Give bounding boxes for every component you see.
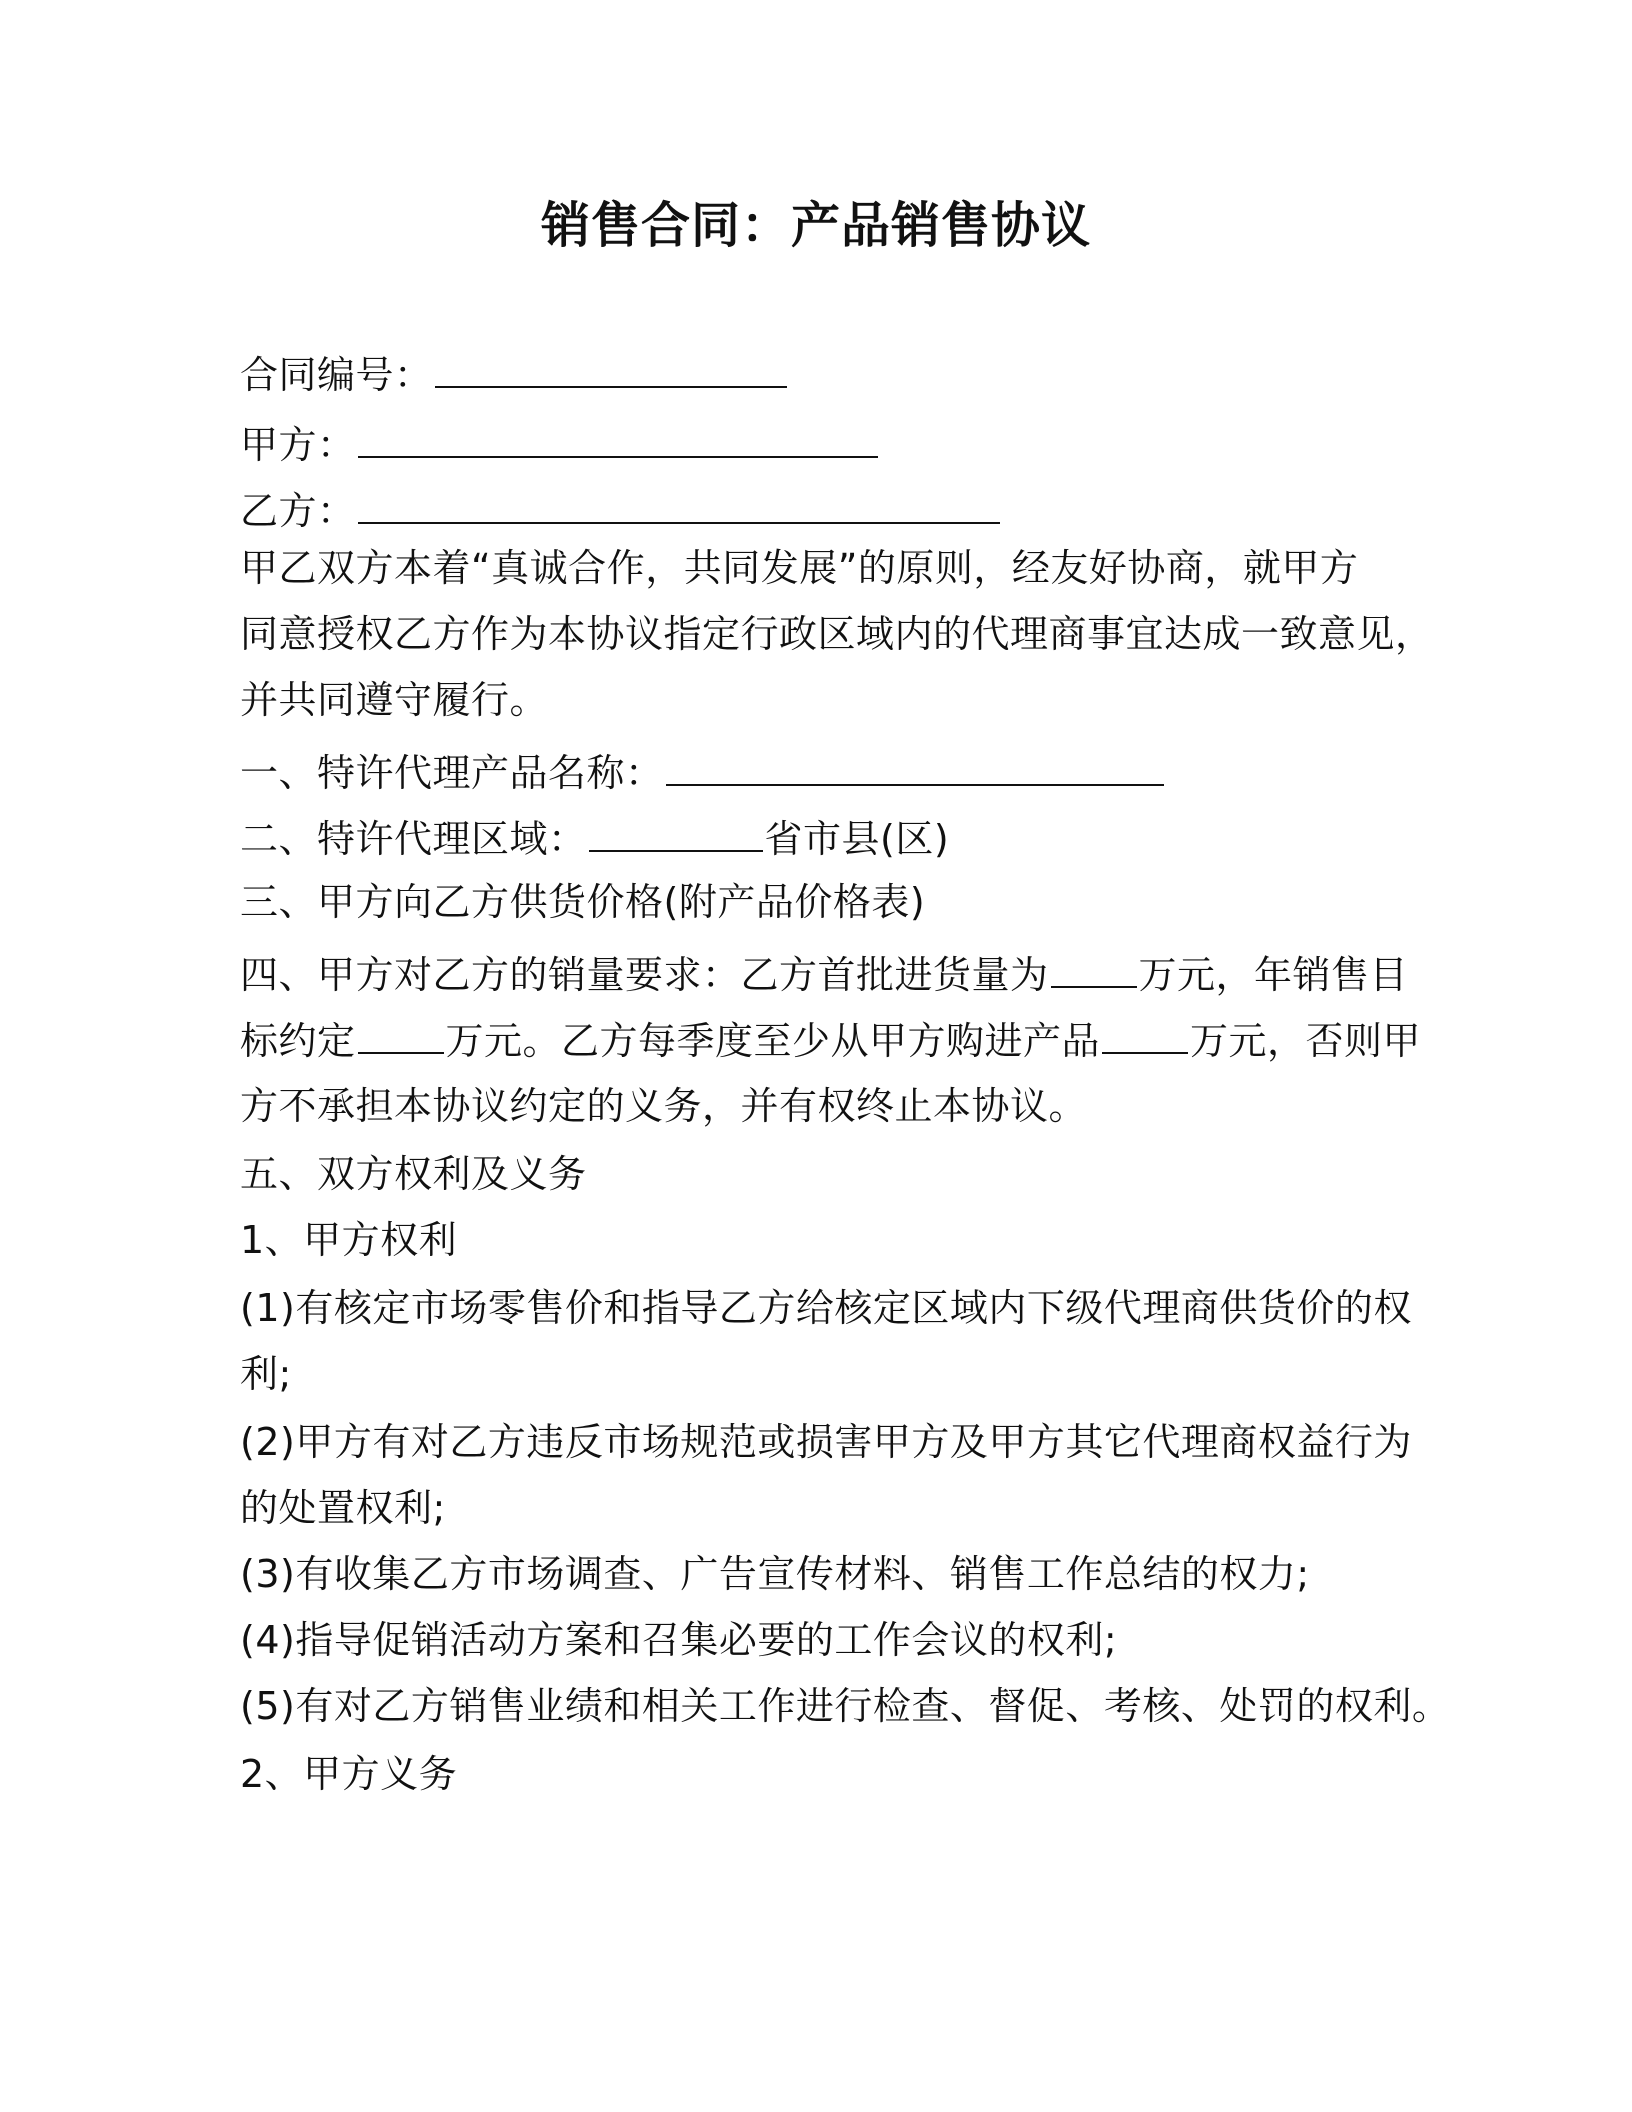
- clause-5-heading: 五、双方权利及义务: [240, 1152, 587, 1196]
- party-b-field: [240, 486, 1002, 535]
- clause-4-text-b: 万元，年销售目: [1138, 953, 1409, 997]
- party-b-label: 乙方：: [240, 489, 356, 533]
- right-1-line-2: 利;: [240, 1352, 292, 1396]
- clause-2-region: [240, 814, 949, 863]
- region-blank: [589, 814, 763, 852]
- clause-4-text-a: 四、甲方对乙方的销量要求：乙方首批进货量为: [240, 953, 1049, 997]
- preamble-line-1: 甲乙双方本着“真诚合作，共同发展”的原则，经友好协商，就甲方: [240, 546, 1359, 590]
- clause-2-suffix: 省市县(区): [764, 817, 950, 861]
- right-2-line-1: (2)甲方有对乙方违反市场规范或损害甲方及甲方其它代理商权益行为: [240, 1420, 1412, 1464]
- clause-4-line-2: [240, 1016, 1421, 1065]
- clause-1-label: 一、特许代理产品名称：: [240, 751, 664, 795]
- clause-4-text-e: 万元，否则甲: [1190, 1019, 1422, 1063]
- party-b-blank: [358, 486, 1000, 524]
- contract-number-label: 合同编号：: [240, 353, 433, 397]
- clause-2-prefix: 二、特许代理区域：: [240, 817, 587, 861]
- clause-4-text-c: 标约定: [240, 1019, 356, 1063]
- right-1-line-1: (1)有核定市场零售价和指导乙方给核定区域内下级代理商供货价的权: [240, 1286, 1412, 1330]
- clause-4-text-d: 万元。乙方每季度至少从甲方购进产品: [445, 1019, 1101, 1063]
- quarterly-purchase-blank: [1102, 1016, 1188, 1054]
- clause-4-line-3: 方不承担本协议约定的义务，并有权终止本协议。: [240, 1084, 1088, 1128]
- party-a-field: [240, 420, 880, 469]
- party-a-rights-heading: 1、甲方权利: [240, 1218, 458, 1262]
- preamble-line-2: 同意授权乙方作为本协议指定行政区域内的代理商事宜达成一致意见，: [240, 612, 1434, 656]
- clause-1-product-name: [240, 748, 1166, 797]
- clause-3-price: 三、甲方向乙方供货价格(附产品价格表): [240, 880, 926, 924]
- right-4: (4)指导促销活动方案和召集必要的工作会议的权利;: [240, 1618, 1118, 1662]
- right-3: (3)有收集乙方市场调查、广告宣传材料、销售工作总结的权力;: [240, 1552, 1310, 1596]
- party-a-label: 甲方：: [240, 423, 356, 467]
- contract-number-blank: [435, 350, 787, 388]
- preamble-line-3: 并共同遵守履行。: [240, 678, 549, 722]
- product-name-blank: [666, 748, 1164, 786]
- right-5: (5)有对乙方销售业绩和相关工作进行检查、督促、考核、处罚的权利。: [240, 1684, 1451, 1728]
- party-a-obligations-heading: 2、甲方义务: [240, 1752, 458, 1796]
- right-2-line-2: 的处置权利;: [240, 1486, 446, 1530]
- first-purchase-blank: [1051, 950, 1137, 988]
- contract-number-field: [240, 350, 789, 399]
- party-a-blank: [358, 420, 878, 458]
- document-title: 销售合同：产品销售协议: [540, 197, 1091, 254]
- clause-4-line-1: [240, 950, 1408, 999]
- annual-target-blank: [358, 1016, 444, 1054]
